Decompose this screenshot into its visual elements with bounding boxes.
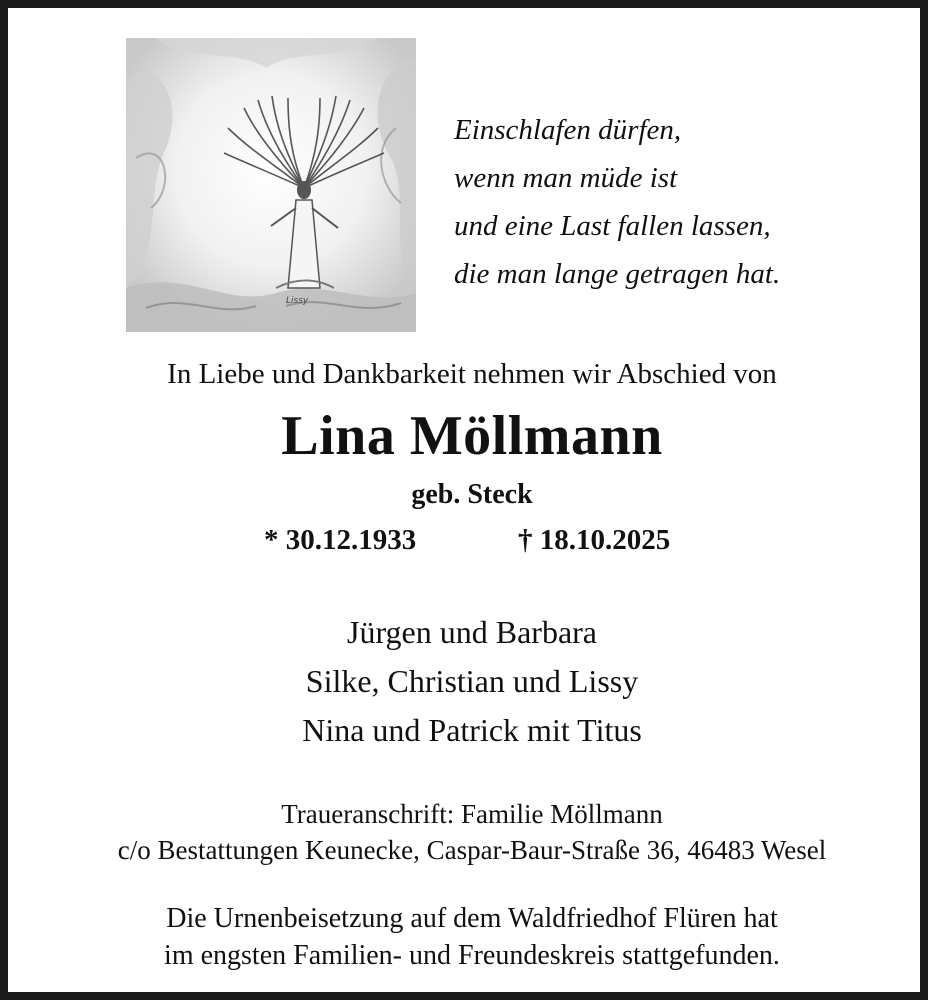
poem-line: Einschlafen dürfen, — [454, 114, 682, 146]
family-line: Silke, Christian und Lissy — [305, 663, 639, 699]
mourning-address — [16, 796, 928, 868]
angel-illustration — [126, 38, 416, 332]
address-line: c/o Bestattungen Keunecke, Caspar-Baur-Straße 36, 46483 Wesel — [117, 835, 827, 865]
life-dates — [16, 520, 928, 560]
poem — [454, 106, 874, 298]
intro-text: In Liebe und Dankbarkeit nehmen wir Abschied von — [167, 358, 777, 390]
family-line: Nina und Patrick mit Titus — [302, 712, 642, 748]
maiden-name: geb. Steck — [411, 479, 533, 510]
artist-signature: Lissy — [286, 296, 309, 306]
death-date: † 18.10.2025 — [518, 524, 671, 556]
notice-line: Die Urnenbeisetzung auf dem Waldfriedhof Flüren hat — [166, 903, 778, 934]
family-line: Jürgen und Barbara — [347, 614, 597, 650]
notice-line: im engsten Familien- und Freundeskreis stattgefunden. — [164, 940, 780, 971]
deceased-name: Lina Möllmann — [281, 405, 663, 467]
poem-line: die man lange getragen hat. — [454, 258, 781, 290]
address-line: Traueranschrift: Familie Möllmann — [281, 799, 663, 829]
angel-drawing-icon — [126, 38, 416, 332]
burial-notice — [16, 900, 928, 974]
poem-line: und eine Last fallen lassen, — [454, 210, 771, 242]
birth-date: * 30.12.1933 — [264, 524, 417, 556]
family-members — [16, 608, 928, 755]
poem-line: wenn man müde ist — [454, 162, 678, 194]
